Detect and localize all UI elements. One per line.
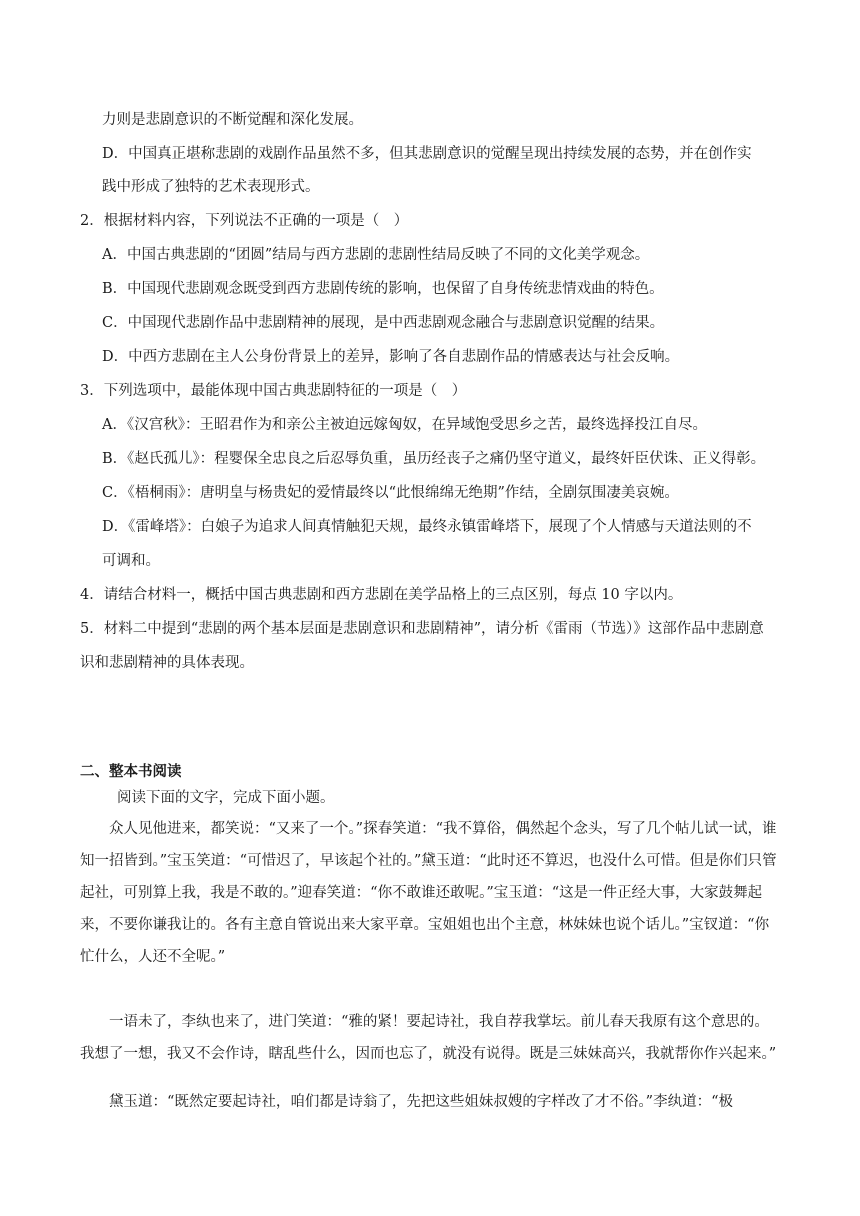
reading-paragraph-3: 黛玉道：“既然定要起诗社，咱们都是诗翁了，先把这些姐妹叔嫂的字样改了才不俗。”李纨道：“极	[109, 1094, 733, 1110]
q3-option-d-line1: D．《雷峰塔》：白娘子为追求人间真情触犯天规，最终永镇雷峰塔下，展现了个人情感与天道法则的不	[102, 519, 752, 535]
reading-paragraph-1: 众人见他进来，都笑说：“又来了一个。”探春笑道：“我不算俗，偶然起个念头，写了几个帖儿试一试，谁知一招皆到。”宝玉笑道：“可惜迟了，早该起个社的。”黛玉道：“此时还不算迟，也没什么可惜。但是你们只管起社，可别算上我，我是不敢的。”迎春笑道：“你不敢谁还敢呢。”宝玉道：“这是一件正经大事，大家鼓舞起来，不要你谦我让的。各有主意自管说出来大家平章。宝姐姐也出个主意，林妹妹也说个话儿。”宝钗道：“你忙什么，人还不全呢。”	[80, 821, 777, 965]
section-instruction: 阅读下面的文字，完成下面小题。	[117, 790, 335, 806]
q2-option-c: C．中国现代悲剧作品中悲剧精神的展现，是中西悲剧观念融合与悲剧意识觉醒的结果。	[102, 315, 665, 331]
reading-paragraph-2: 一语未了，李纨也来了，进门笑道：“雅的紧！要起诗社，我自荐我掌坛。前儿春天我原有这个意思的。我想了一想，我又不会作诗，瞎乱些什么，因而也忘了，就没有说得。既是三妹妹高兴，我就帮你作兴起来。”	[80, 1014, 777, 1062]
q2-option-a: A．中国古典悲剧的“团圆”结局与西方悲剧的悲剧性结局反映了不同的文化美学观念。	[102, 247, 650, 263]
q1-tail-line: 力则是悲剧意识的不断觉醒和深化发展。	[102, 112, 363, 128]
q1-option-d-line1: D．中国真正堪称悲剧的戏剧作品虽然不多，但其悲剧意识的觉醒呈现出持续发展的态势，并在创作实	[102, 146, 752, 162]
q2-stem: 2．根据材料内容，下列说法不正确的一项是（ ）	[80, 213, 409, 229]
q5-line1: 5．材料二中提到“悲剧的两个基本层面是悲剧意识和悲剧精神”，请分析《雷雨（节选）》这部作品中悲剧意	[80, 621, 764, 637]
q3-option-c: C．《梧桐雨》：唐明皇与杨贵妃的爱情最终以“此恨绵绵无绝期”作结，全剧氛围凄美哀婉。	[102, 485, 679, 501]
q3-option-a: A．《汉宫秋》：王昭君作为和亲公主被迫远嫁匈奴，在异域饱受思乡之苦，最终选择投江自尽。	[102, 417, 707, 433]
q3-option-b: B．《赵氏孤儿》：程婴保全忠良之后忍辱负重，虽历经丧子之痛仍坚守道义，最终奸臣伏诛、正义得彰。	[102, 451, 766, 467]
q2-option-b: B．中国现代悲剧观念既受到西方悲剧传统的影响，也保留了自身传统悲情戏曲的特色。	[102, 281, 664, 297]
section-heading: 二、整本书阅读	[80, 764, 182, 780]
q5-line2: 识和悲剧精神的具体表现。	[80, 655, 254, 671]
q3-stem: 3．下列选项中，最能体现中国古典悲剧特征的一项是（ ）	[80, 383, 467, 399]
q2-option-d: D．中西方悲剧在主人公身份背景上的差异，影响了各自悲剧作品的情感表达与社会反响。	[102, 349, 680, 365]
q4-text: 4．请结合材料一，概括中国古典悲剧和西方悲剧在美学品格上的三点区别，每点 10 字以内。	[80, 587, 683, 603]
q3-option-d-line2: 可调和。	[102, 553, 160, 569]
q1-option-d-line2: 践中形成了独特的艺术表现形式。	[102, 179, 320, 195]
